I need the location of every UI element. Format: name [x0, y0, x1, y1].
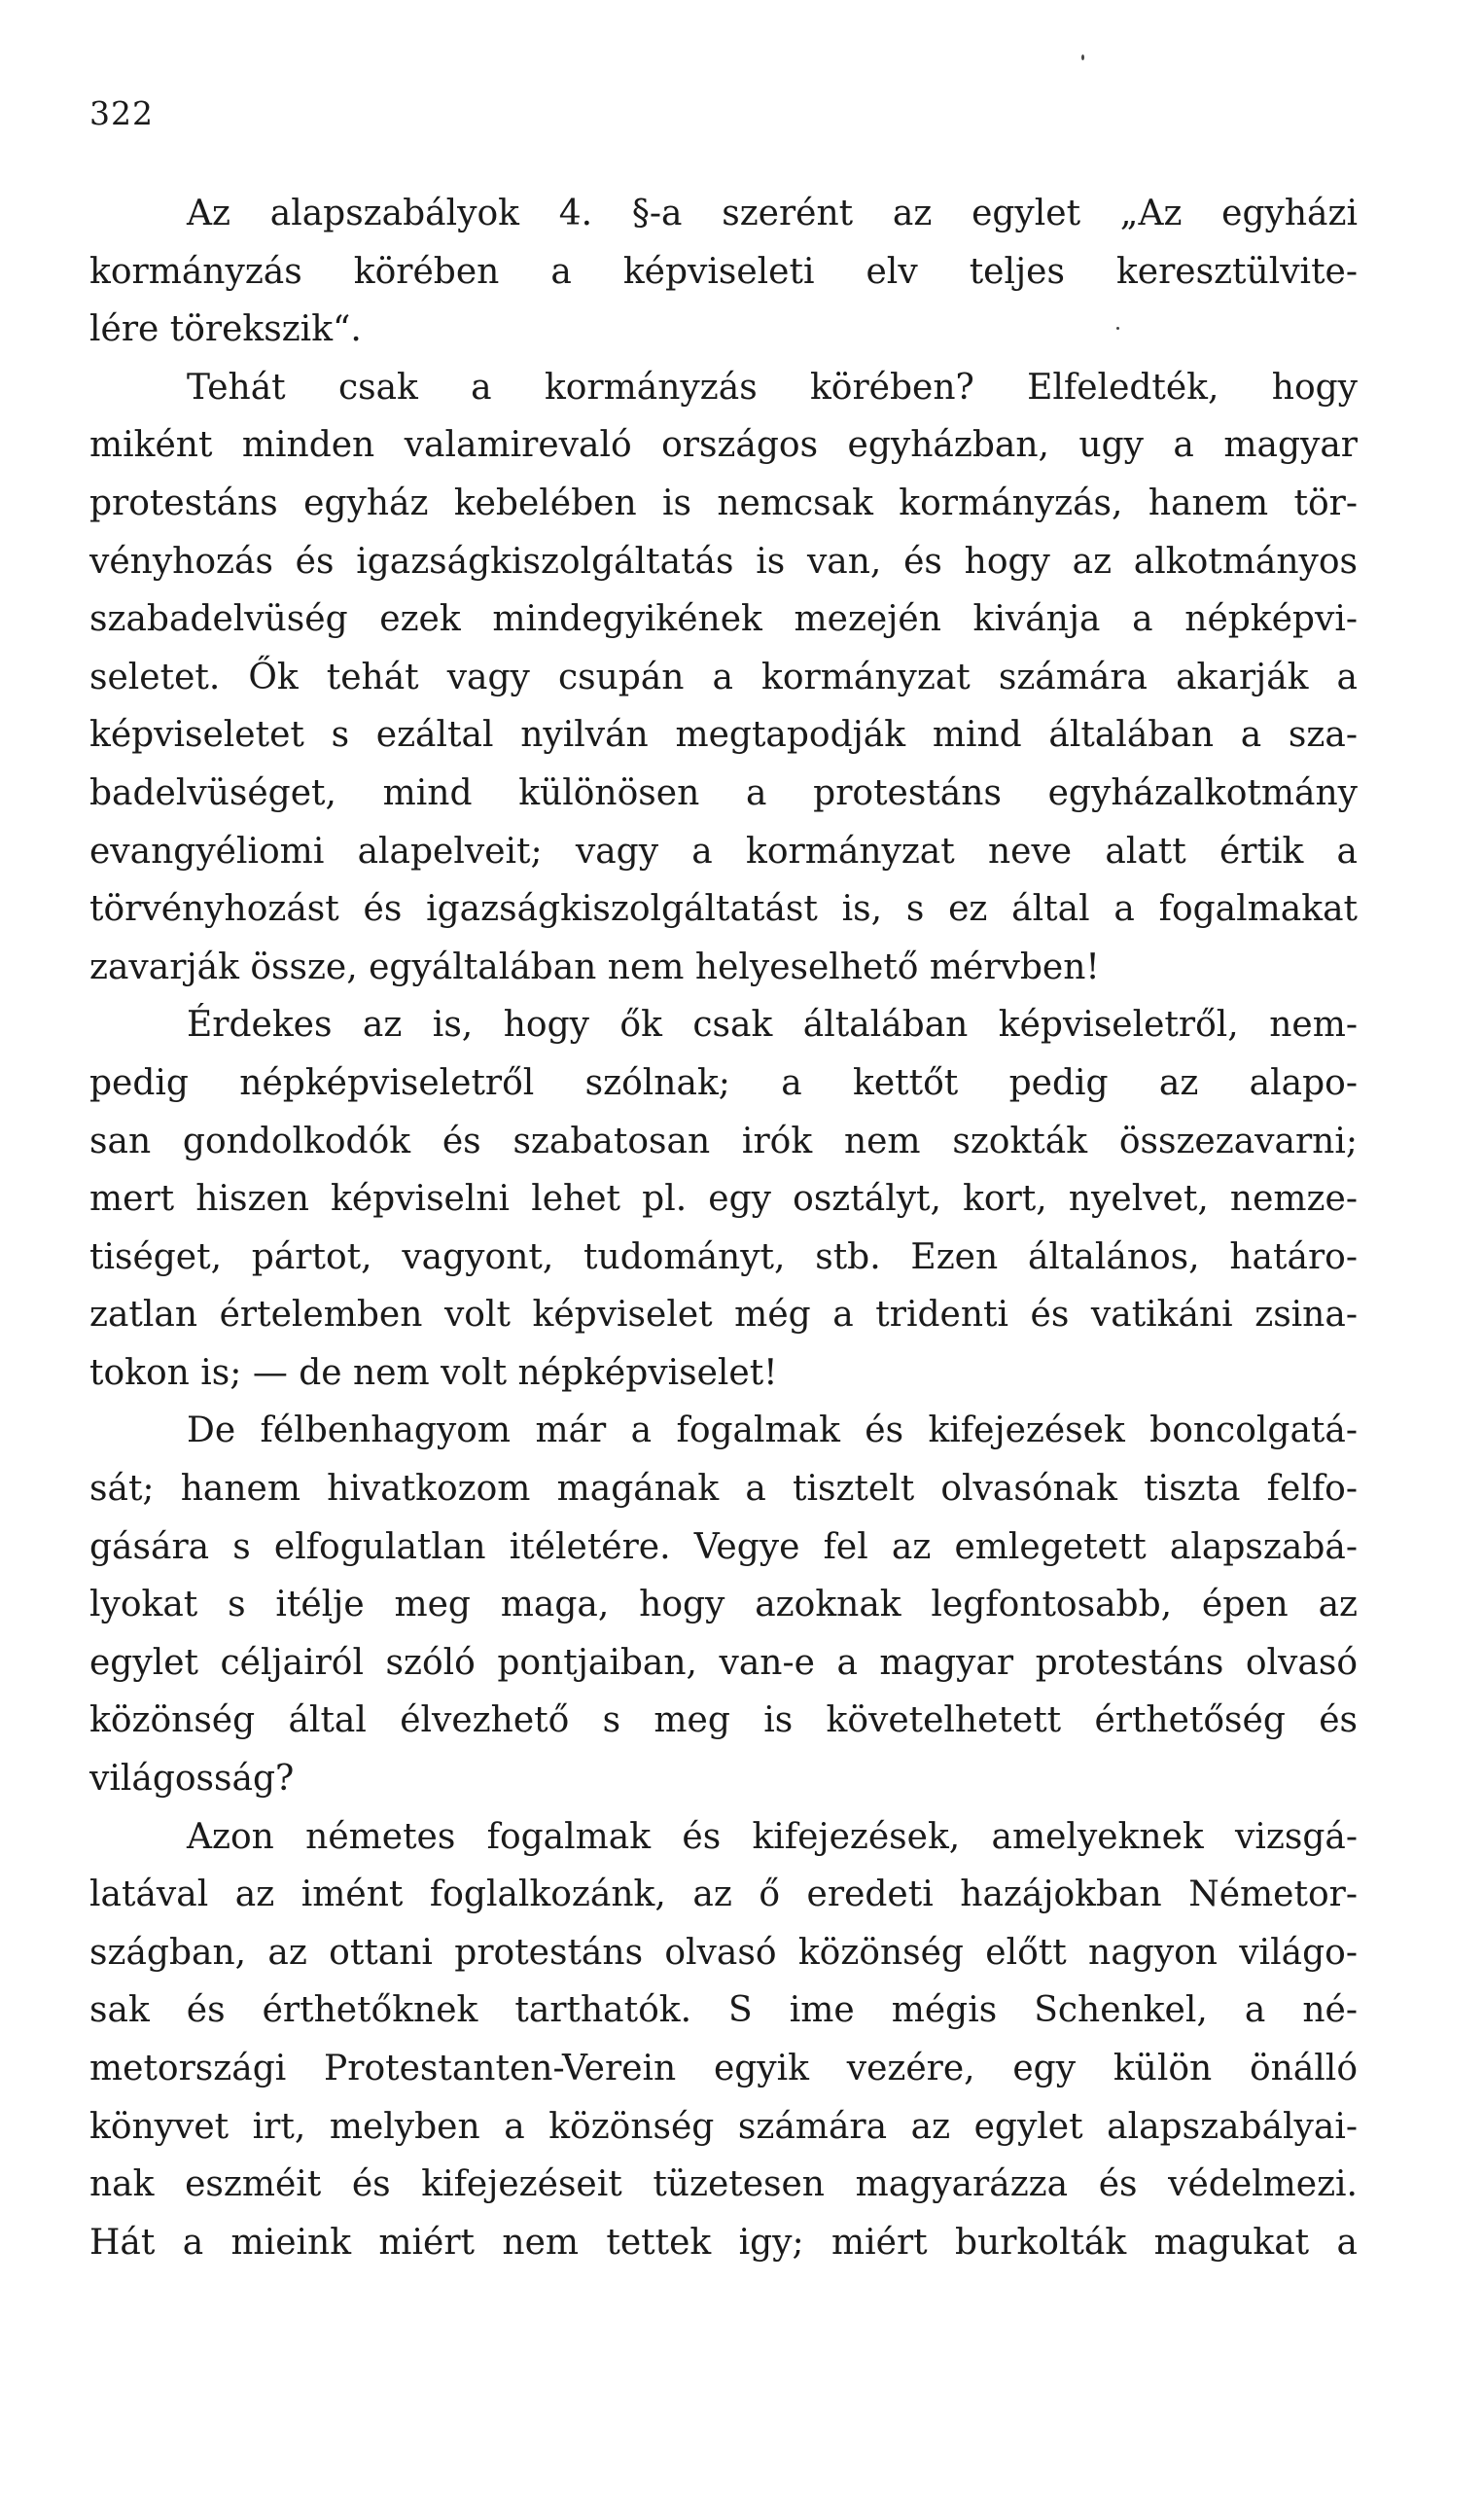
- text-line: nak eszméit és kifejezéseit tüzetesen magyarázza és védelmezi.: [89, 2164, 1358, 2205]
- text-line: közönség által élvezhető s meg is követelhetett érthetőség és: [89, 1700, 1358, 1741]
- text-line: Hát a mieink miért nem tettek igy; miért burkolták magukat a: [89, 2222, 1358, 2263]
- text-line: törvényhozást és igazságkiszolgáltatást is, s ez által a fogalmakat: [89, 889, 1358, 930]
- text-line: evangyéliomi alapelveit; vagy a kormányzat neve alatt értik a: [89, 831, 1358, 872]
- text-line: világosság?: [89, 1759, 295, 1800]
- page-number: 322: [89, 94, 154, 132]
- text-line: pedig népképviseletről szólnak; a kettőt pedig az alapo-: [89, 1062, 1358, 1103]
- text-line: sát; hanem hivatkozom magának a tisztelt olvasónak tiszta felfo-: [89, 1469, 1358, 1510]
- text-line: vényhozás és igazságkiszolgáltatás is van, és hogy az alkotmányos: [89, 541, 1358, 582]
- text-line: lyokat s itélje meg maga, hogy azoknak legfontosabb, épen az: [89, 1585, 1358, 1625]
- text-line: san gondolkodók és szabatosan irók nem szokták összezavarni;: [89, 1121, 1358, 1161]
- text-line: tiséget, pártot, vagyont, tudományt, stb. Ezen általános, határo-: [89, 1236, 1358, 1277]
- text-line: metországi Protestanten-Verein egyik vezére, egy külön önálló: [89, 2049, 1358, 2088]
- scan-speck: [1081, 54, 1084, 60]
- text-line: De félbenhagyom már a fogalmak és kifejezések boncolgatá-: [187, 1410, 1358, 1451]
- text-line: mert hiszen képviselni lehet pl. egy osztályt, kort, nyelvet, nemze-: [89, 1179, 1358, 1220]
- text-line: egylet céljairól szóló pontjaiban, van-e a magyar protestáns olvasó: [89, 1642, 1358, 1683]
- text-line: tokon is; — de nem volt népképviselet!: [89, 1352, 778, 1393]
- body-text: [89, 185, 1358, 2271]
- text-line: zavarják össze, egyáltalában nem helyeselhető mérvben!: [89, 946, 1100, 987]
- text-line: Tehát csak a kormányzás körében? Elfeledték, hogy: [187, 367, 1358, 408]
- text-line: Érdekes az is, hogy ők csak általában képviseletről, nem-: [187, 1005, 1358, 1046]
- text-line: badelvüséget, mind különösen a protestáns egyházalkotmány: [89, 772, 1358, 813]
- text-line: protestáns egyház kebelében is nemcsak kormányzás, hanem tör-: [89, 482, 1358, 523]
- text-line: Azon németes fogalmak és kifejezések, amelyeknek vizsgá-: [187, 1816, 1358, 1857]
- text-line: seletet. Ők tehát vagy csupán a kormányzat számára akarják a: [89, 657, 1358, 697]
- text-line: sak és érthetőknek tarthatók. S ime mégis Schenkel, a né-: [89, 1990, 1358, 2031]
- text-line: lére törekszik“.: [89, 309, 362, 350]
- text-line: szágban, az ottani protestáns olvasó közönség előtt nagyon világo-: [89, 1932, 1358, 1973]
- text-line: miként minden valamirevaló országos egyházban, ugy a magyar: [89, 425, 1358, 466]
- text-line: könyvet irt, melyben a közönség számára az egylet alapszabályai-: [89, 2106, 1358, 2147]
- text-line: szabadelvüség ezek mindegyikének mezején kivánja a népképvi-: [89, 599, 1358, 640]
- scan-speck: [1116, 327, 1119, 330]
- text-line: képviseletet s ezáltal nyilván megtapodják mind általában a sza-: [89, 715, 1358, 756]
- text-line: latával az imént foglalkozánk, az ő eredeti hazájokban Németor-: [89, 1874, 1358, 1915]
- text-line: kormányzás körében a képviseleti elv teljes keresztülvite-: [89, 251, 1358, 292]
- text-line: gására s elfogulatlan itéletére. Vegye fel az emlegetett alapszabá-: [89, 1526, 1358, 1567]
- text-line: Az alapszabályok 4. §-a szerént az egylet „Az egyházi: [187, 194, 1358, 233]
- text-line: zatlan értelemben volt képviselet még a tridenti és vatikáni zsina-: [89, 1295, 1358, 1336]
